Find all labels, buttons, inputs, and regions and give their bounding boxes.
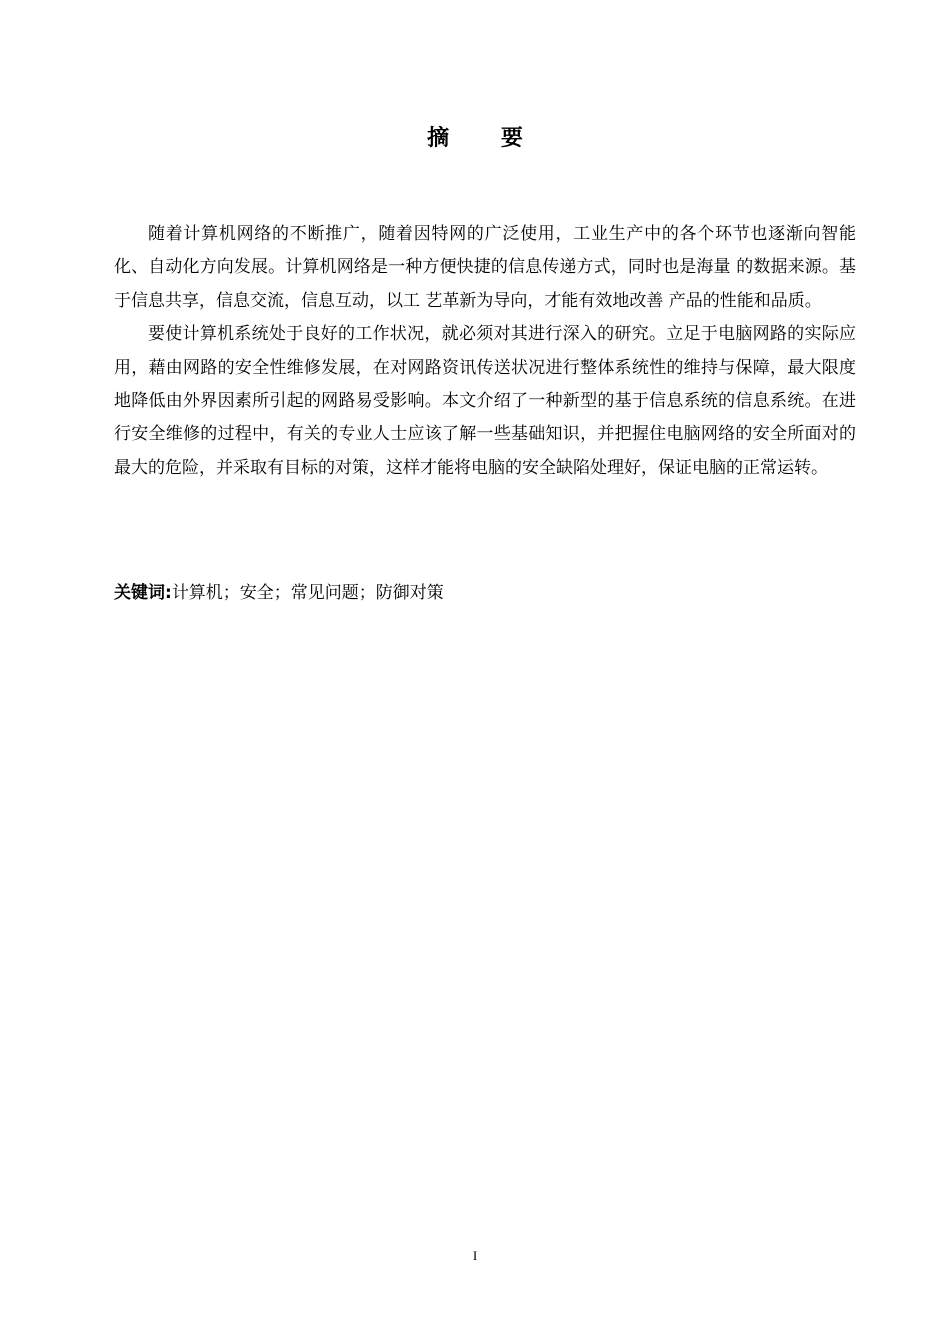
keywords-line [114,578,444,608]
abstract-body [114,218,856,485]
page-title: 摘 要 [427,126,545,151]
page-number: I [472,1248,478,1263]
abstract-paragraph-2: 要使计算机系统处于良好的工作状况，就必须对其进行深入的研究。立足于电脑网路的实际应用，藉由网路的安全性维修发展，在对网路资讯传送状况进行整体系统性的维持与保障，最大限度地降低由外界因素所引起的网路易受影响。本文介绍了一种新型的基于信息系统的信息系统。在进行安全维修的过程中，有关的专业人士应该了解一些基础知识，并把握住电脑网络的安全所面对的最大的危险，并采取有目标的对策，这样才能将电脑的安全缺陷处理好，保证电脑的正常运转。 [114,324,856,478]
keywords-label: 关键词: [114,583,172,603]
keywords-value: 计算机；安全；常见问题；防御对策 [171,583,444,603]
abstract-paragraph-1: 随着计算机网络的不断推广，随着因特网的广泛使用，工业生产中的各个环节也逐渐向智能化、自动化方向发展。计算机网络是一种方便快捷的信息传递方式，同时也是海量 的数据来源。基于信息共享，信息交流，信息互动，以工 艺革新为导向，才能有效地改善 产品的性能和品质。 [114,224,856,311]
